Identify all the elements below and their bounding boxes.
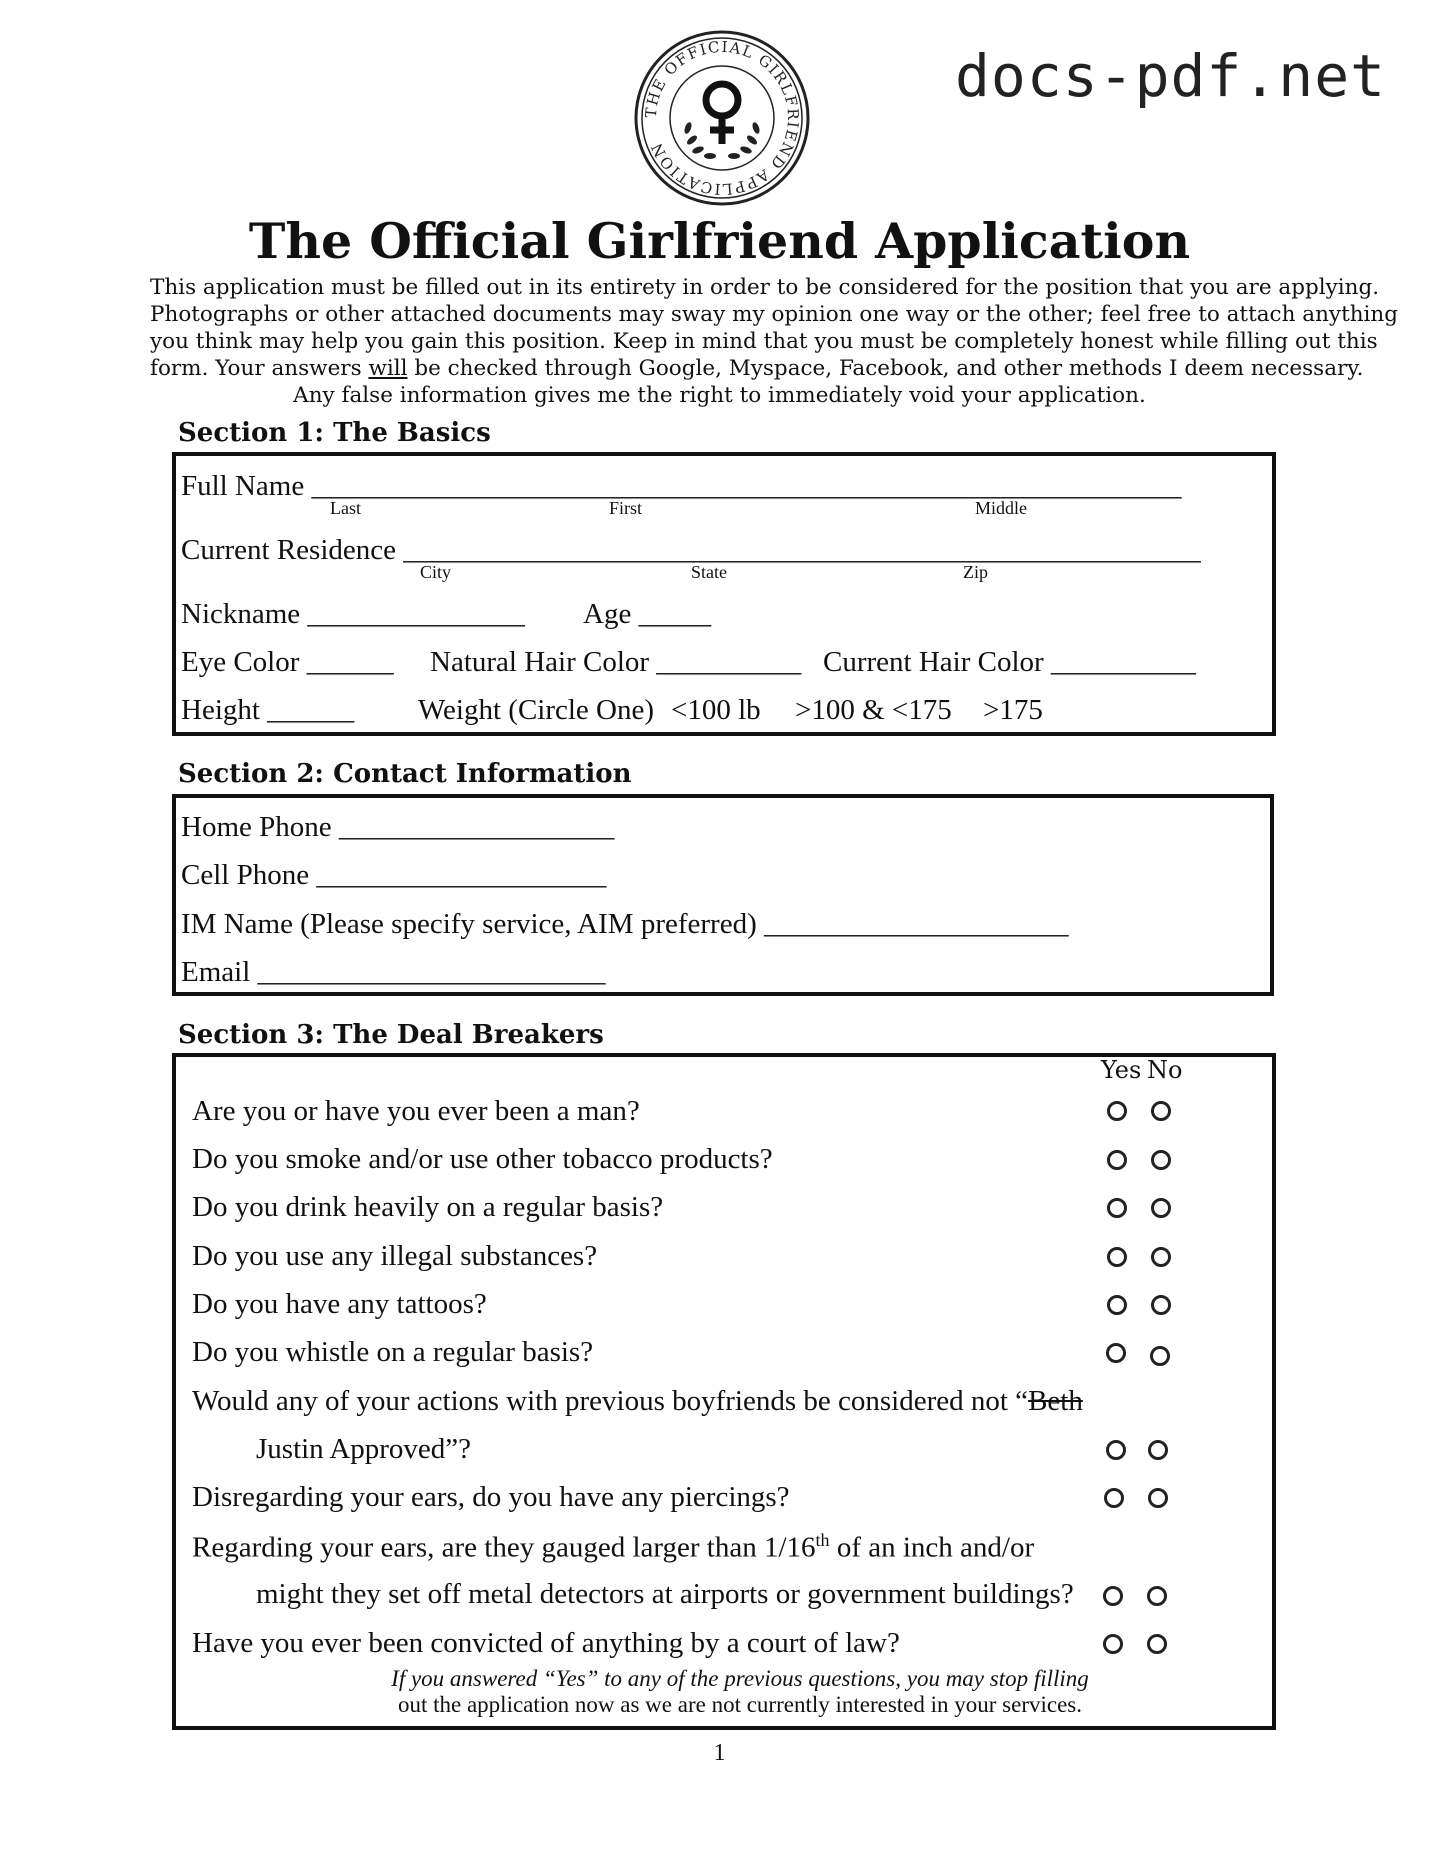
yes-column-label: Yes (1101, 1056, 1142, 1084)
question-gauged-ears (192, 1530, 1034, 1565)
q3-no-radio[interactable] (1151, 1198, 1171, 1218)
question-man: Are you or have you ever been a man? (192, 1095, 640, 1127)
section1-heading: Section 1: The Basics (178, 418, 491, 448)
full-name-last-label: Last (330, 498, 361, 518)
question-tattoos: Do you have any tattoos? (192, 1288, 487, 1320)
q10-no-radio[interactable] (1147, 1634, 1167, 1654)
q5-no-radio[interactable] (1151, 1295, 1171, 1315)
weight-option-100-to-175[interactable]: >100 & <175 (795, 694, 952, 726)
residence-state-label: State (691, 562, 727, 582)
residence-city-label: City (420, 562, 452, 582)
page-number: 1 (713, 1740, 726, 1766)
q6-no-radio[interactable] (1150, 1346, 1170, 1366)
q10-yes-radio[interactable] (1103, 1634, 1123, 1654)
intro-paragraph (150, 274, 1399, 409)
section2-heading: Section 2: Contact Information (178, 759, 632, 789)
no-column-label: No (1147, 1056, 1183, 1084)
watermark: docs-pdf.net (955, 42, 1387, 110)
question-text: Would any of your actions with previous boyfriends be considered not “ (192, 1385, 1029, 1417)
q2-no-radio[interactable] (1151, 1150, 1171, 1170)
intro-line: you think may help you gain this position. Keep in mind that you must be completely honest while filling out this (150, 329, 1378, 354)
seal-logo (632, 28, 812, 208)
q7-no-radio[interactable] (1148, 1440, 1168, 1460)
current-hair-color-field[interactable]: Current Hair Color __________ (823, 646, 1196, 678)
cell-phone-field[interactable]: Cell Phone ____________________ (181, 859, 607, 891)
residence-zip-label: Zip (963, 562, 988, 582)
q5-yes-radio[interactable] (1107, 1295, 1127, 1315)
stop-note-line: If you answered “Yes” to any of the previous questions, you may stop filling (391, 1666, 1089, 1691)
question-boyfriends-continued: Justin Approved”? (256, 1433, 472, 1465)
question-smoke: Do you smoke and/or use other tobacco products? (192, 1143, 773, 1175)
natural-hair-color-field[interactable]: Natural Hair Color __________ (430, 646, 802, 678)
page-title: The Official Girlfriend Application (248, 212, 1191, 270)
q2-yes-radio[interactable] (1107, 1150, 1127, 1170)
question-substances: Do you use any illegal substances? (192, 1240, 598, 1272)
question-text: of an inch and/or (829, 1531, 1035, 1564)
full-name-field[interactable]: Full Name ____________________________________________________________ (181, 470, 1182, 502)
intro-line: Photographs or other attached documents may sway my opinion one way or the other; feel free to attach anything (150, 302, 1399, 327)
intro-text: be checked through Google, Myspace, Facebook, and other methods I deem necessary. (407, 356, 1364, 381)
eye-color-field[interactable]: Eye Color ______ (181, 646, 394, 678)
struck-word: Beth (1028, 1385, 1083, 1417)
intro-text: form. Your answers (150, 356, 369, 381)
intro-underlined-word: will (368, 356, 408, 381)
full-name-middle-label: Middle (975, 498, 1027, 518)
weight-option-over-175[interactable]: >175 (983, 694, 1043, 726)
q1-yes-radio[interactable] (1107, 1101, 1127, 1121)
intro-line (150, 355, 1364, 382)
residence-field[interactable]: Current Residence _______________________________________________________ (181, 534, 1201, 566)
q1-no-radio[interactable] (1151, 1101, 1171, 1121)
q4-no-radio[interactable] (1151, 1247, 1171, 1267)
stop-note (180, 1666, 1300, 1718)
question-whistle: Do you whistle on a regular basis? (192, 1336, 594, 1368)
q8-no-radio[interactable] (1148, 1488, 1168, 1508)
height-field[interactable]: Height ______ (181, 694, 355, 726)
q9-no-radio[interactable] (1147, 1586, 1167, 1606)
question-boyfriends (192, 1385, 1083, 1418)
q6-yes-radio[interactable] (1106, 1343, 1126, 1363)
email-field[interactable]: Email ________________________ (181, 956, 606, 988)
q8-yes-radio[interactable] (1104, 1488, 1124, 1508)
question-gauged-ears-continued: might they set off metal detectors at airports or government buildings? (256, 1578, 1074, 1610)
full-name-first-label: First (609, 498, 643, 518)
intro-line: This application must be filled out in its entirety in order to be considered for the position that you are applying. (150, 275, 1380, 300)
weight-label: Weight (Circle One) (418, 694, 655, 726)
q9-yes-radio[interactable] (1103, 1586, 1123, 1606)
intro-line: Any false information gives me the right to immediately void your application. (293, 383, 1146, 408)
section3-heading: Section 3: The Deal Breakers (178, 1020, 604, 1050)
age-field[interactable]: Age _____ (583, 598, 712, 630)
question-drink: Do you drink heavily on a regular basis? (192, 1191, 664, 1223)
question-text: Regarding your ears, are they gauged larger than 1/16 (192, 1531, 816, 1564)
q7-yes-radio[interactable] (1106, 1440, 1126, 1460)
question-convicted: Have you ever been convicted of anything by a court of law? (192, 1627, 900, 1659)
question-piercings: Disregarding your ears, do you have any piercings? (192, 1481, 790, 1513)
home-phone-field[interactable]: Home Phone ___________________ (181, 811, 615, 843)
svg-text:THE OFFICIAL GIRLFRIEND APPLIC: THE OFFICIAL GIRLFRIEND APPLICATION (641, 37, 803, 199)
q4-yes-radio[interactable] (1107, 1247, 1127, 1267)
im-name-field[interactable]: IM Name (Please specify service, AIM preferred) _____________________ (181, 908, 1069, 940)
nickname-field[interactable]: Nickname _______________ (181, 598, 525, 630)
q3-yes-radio[interactable] (1107, 1198, 1127, 1218)
stop-note-line: out the application now as we are not currently interested in your services. (397, 1692, 1083, 1717)
weight-option-under-100[interactable]: <100 lb (671, 694, 761, 726)
superscript-th: th (815, 1530, 830, 1550)
